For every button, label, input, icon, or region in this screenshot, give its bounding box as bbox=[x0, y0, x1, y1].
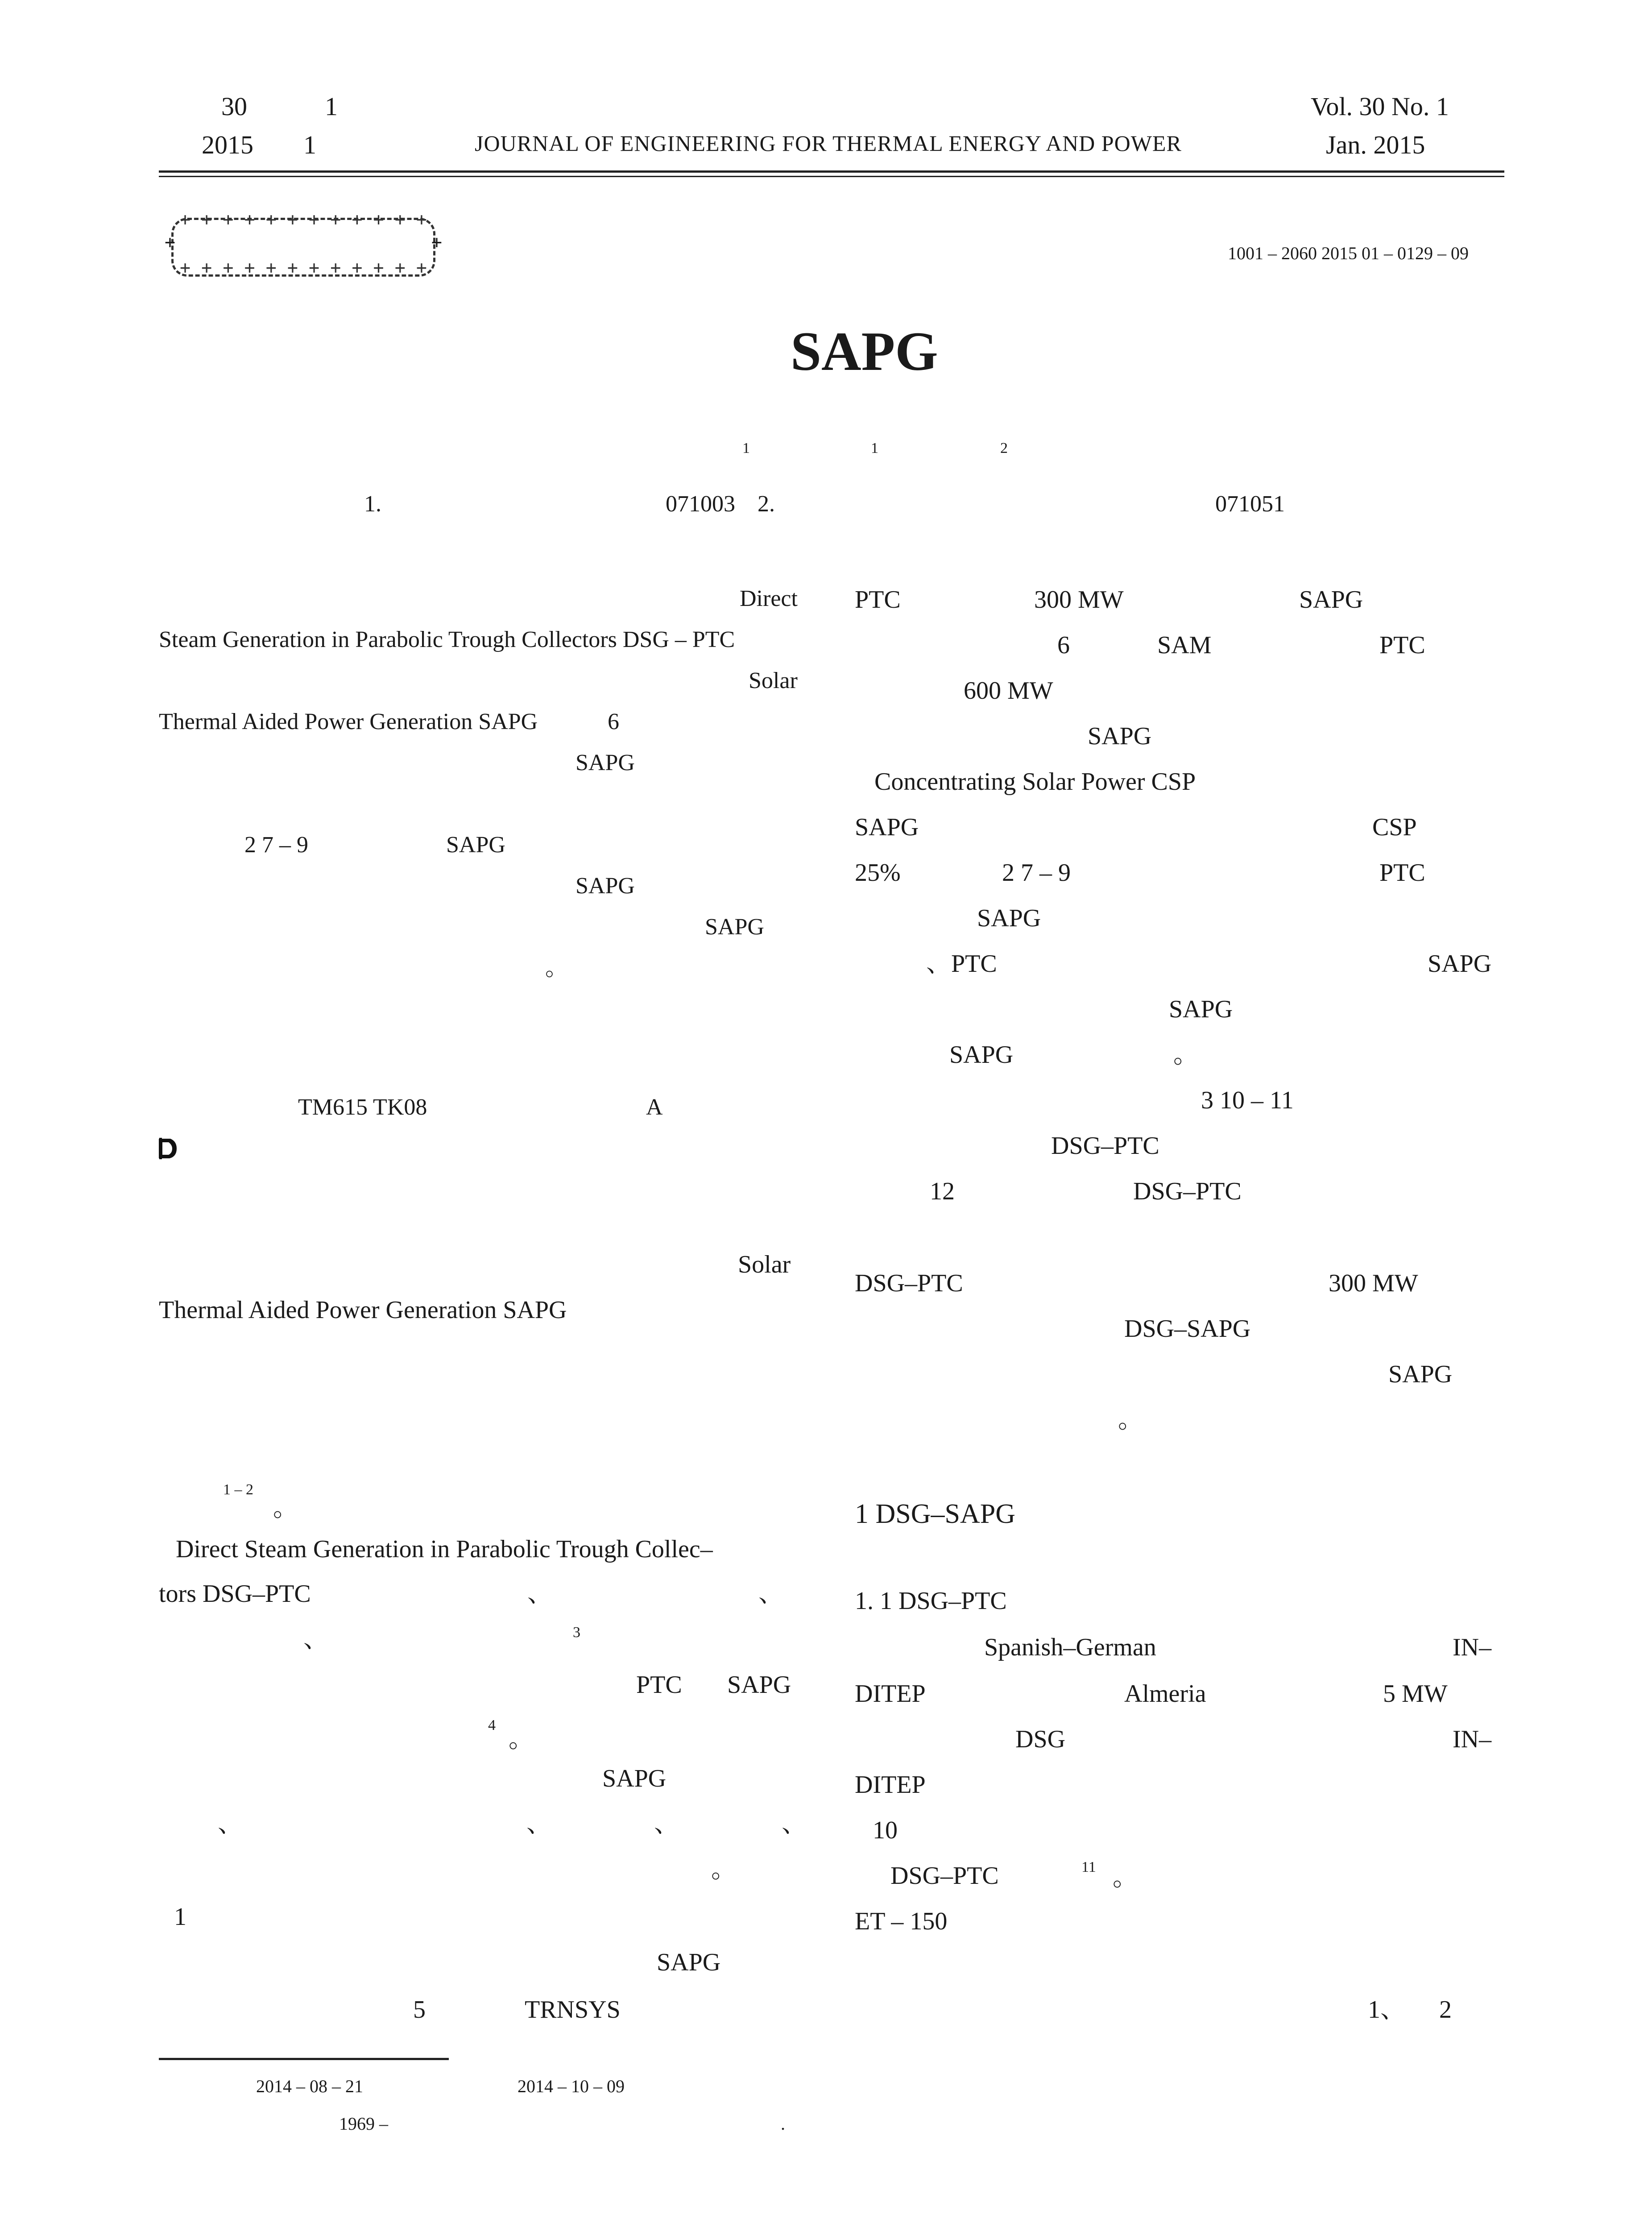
journal-name: JOURNAL OF ENGINEERING FOR THERMAL ENERGY AND POWER bbox=[475, 131, 1182, 156]
body-text: 、 bbox=[782, 1810, 807, 1838]
body-text: SAPG bbox=[1428, 950, 1492, 978]
body-text: IN– bbox=[1453, 1634, 1492, 1661]
author-birth-year: 1969 – bbox=[339, 2114, 388, 2134]
volume-cn: 30 bbox=[221, 92, 247, 121]
body-text: 、PTC bbox=[926, 950, 997, 978]
stamp-cross-left: + bbox=[165, 232, 176, 253]
body-text: DITEP bbox=[855, 1680, 926, 1708]
ink-blotch bbox=[157, 1137, 178, 1160]
body-text: PTC bbox=[1379, 631, 1425, 659]
body-text: 、 bbox=[303, 1626, 328, 1653]
abstract-line: 2 7 – 9 bbox=[244, 832, 308, 858]
body-text: 。 bbox=[711, 1856, 736, 1883]
body-text: SAPG bbox=[602, 1765, 667, 1792]
body-text: 1 bbox=[174, 1903, 186, 1931]
body-text: SAPG bbox=[657, 1949, 721, 1976]
body-text: 25% bbox=[855, 859, 901, 887]
footnote-dot: . bbox=[781, 2114, 785, 2134]
abstract-line: Solar bbox=[749, 668, 798, 693]
abstract-line: 6 bbox=[608, 709, 619, 734]
body-text: 、 bbox=[758, 1580, 783, 1608]
body-text: 。 bbox=[273, 1494, 298, 1522]
received-date: 2014 – 08 – 21 bbox=[256, 2076, 363, 2096]
citation-ref: 3 bbox=[573, 1624, 580, 1641]
body-text: IN– bbox=[1453, 1725, 1492, 1753]
affiliation-zip-1: 071003 bbox=[666, 491, 735, 517]
body-text: Concentrating Solar Power CSP bbox=[874, 768, 1196, 796]
abstract-line: 。 bbox=[545, 955, 569, 981]
affiliation-number-1: 1. bbox=[364, 491, 381, 517]
body-text: SAPG bbox=[949, 1041, 1014, 1069]
revised-date: 2014 – 10 – 09 bbox=[518, 2076, 625, 2096]
body-text: DITEP bbox=[855, 1771, 926, 1799]
footnote-rule bbox=[159, 2058, 449, 2060]
abstract-line: Steam Generation in Parabolic Trough Collectors DSG – PTC bbox=[159, 627, 735, 652]
document-code: 1001 – 2060 2015 01 – 0129 – 09 bbox=[1228, 243, 1469, 263]
abstract-line: SAPG bbox=[576, 873, 635, 899]
author-affil-sup-2: 1 bbox=[871, 440, 878, 456]
article-title: SAPG bbox=[791, 321, 938, 382]
stamp-cross-bottom: + + + + + + + + + + + + bbox=[180, 257, 427, 278]
body-text: 、 bbox=[654, 1810, 679, 1838]
body-text: 1、 bbox=[1368, 1996, 1405, 2024]
body-text: ET – 150 bbox=[855, 1908, 948, 1935]
body-text: SAPG bbox=[1388, 1360, 1453, 1388]
affiliation-zip-2: 071051 bbox=[1215, 491, 1285, 517]
body-text: 300 MW bbox=[1329, 1269, 1418, 1297]
abstract-line: SAPG bbox=[446, 832, 505, 858]
month-cn: 1 bbox=[303, 130, 316, 159]
body-text: SAPG bbox=[1169, 995, 1233, 1023]
body-text: DSG–PTC bbox=[1133, 1178, 1242, 1205]
citation-ref: 11 bbox=[1081, 1859, 1096, 1875]
body-text: Thermal Aided Power Generation SAPG bbox=[159, 1296, 567, 1324]
body-text: Almeria bbox=[1124, 1680, 1206, 1708]
body-text: 300 MW bbox=[1034, 586, 1124, 614]
column-stamp-box bbox=[165, 209, 442, 278]
document-code-letter: A bbox=[646, 1095, 663, 1120]
section-heading-1-1: 1. 1 DSG–PTC bbox=[855, 1587, 1007, 1615]
body-text: PTC bbox=[1379, 859, 1425, 887]
section-heading-1: 1 DSG–SAPG bbox=[855, 1499, 1016, 1529]
year-cn: 2015 bbox=[202, 130, 253, 159]
body-text: 。 bbox=[509, 1725, 534, 1753]
body-text: 、 bbox=[527, 1580, 552, 1608]
body-text: DSG–PTC bbox=[855, 1269, 963, 1297]
body-text: SAPG bbox=[977, 904, 1041, 932]
body-text: SAPG bbox=[1299, 586, 1363, 614]
body-text: 、 bbox=[218, 1810, 243, 1838]
body-text: TRNSYS bbox=[525, 1996, 621, 2024]
body-text: 6 bbox=[1057, 631, 1070, 659]
body-text: SAPG bbox=[1088, 722, 1152, 750]
clc-number: TM615 TK08 bbox=[298, 1095, 427, 1120]
body-text: SAPG bbox=[727, 1671, 791, 1699]
volume-en: Vol. 30 No. 1 bbox=[1311, 92, 1449, 121]
citation-ref: 4 bbox=[488, 1717, 496, 1733]
date-en: Jan. 2015 bbox=[1326, 130, 1425, 159]
body-text: 3 10 – 11 bbox=[1201, 1086, 1294, 1114]
body-text: Spanish–German bbox=[984, 1634, 1156, 1661]
abstract-line: Thermal Aided Power Generation SAPG bbox=[159, 709, 538, 734]
body-text: CSP bbox=[1372, 813, 1417, 841]
author-affil-sup-1: 1 bbox=[742, 440, 750, 456]
header-rule-bottom bbox=[159, 176, 1504, 177]
body-text: tors DSG–PTC bbox=[159, 1580, 311, 1608]
body-text: 12 bbox=[930, 1178, 955, 1205]
body-text: 。 bbox=[1113, 1864, 1138, 1891]
body-text: SAM bbox=[1157, 631, 1212, 659]
body-text: Solar bbox=[738, 1251, 791, 1278]
body-text: 、 bbox=[526, 1810, 551, 1838]
body-text: 。 bbox=[1118, 1406, 1143, 1434]
affiliation-number-2: 2. bbox=[758, 491, 775, 517]
stamp-cross-top: + + + + + + + + + + + + bbox=[180, 209, 427, 230]
abstract-line: SAPG bbox=[705, 914, 764, 940]
issue-cn: 1 bbox=[325, 92, 338, 121]
body-text: SAPG bbox=[855, 813, 919, 841]
body-text: Direct Steam Generation in Parabolic Trough Collec– bbox=[176, 1535, 713, 1563]
author-affil-sup-3: 2 bbox=[1000, 440, 1008, 456]
body-text: DSG bbox=[1015, 1725, 1066, 1753]
abstract-line: Direct bbox=[740, 586, 798, 611]
header-rule-top bbox=[159, 170, 1504, 173]
body-text: DSG–PTC bbox=[890, 1862, 999, 1890]
body-text: 5 MW bbox=[1383, 1680, 1448, 1708]
body-text: DSG–PTC bbox=[1051, 1132, 1159, 1160]
citation-ref: 1 – 2 bbox=[223, 1481, 253, 1498]
body-text: PTC bbox=[636, 1671, 682, 1699]
body-text: 。 bbox=[1173, 1041, 1198, 1069]
stamp-cross-right: + bbox=[431, 232, 442, 253]
body-text: PTC bbox=[855, 586, 901, 614]
body-text: 600 MW bbox=[964, 677, 1053, 705]
body-text: 2 7 – 9 bbox=[1002, 859, 1071, 887]
abstract-line: SAPG bbox=[576, 750, 635, 775]
body-text: 5 bbox=[413, 1996, 426, 2024]
body-text: 2 bbox=[1439, 1996, 1452, 2024]
body-text: DSG–SAPG bbox=[1124, 1315, 1251, 1343]
body-text: 10 bbox=[873, 1816, 898, 1844]
